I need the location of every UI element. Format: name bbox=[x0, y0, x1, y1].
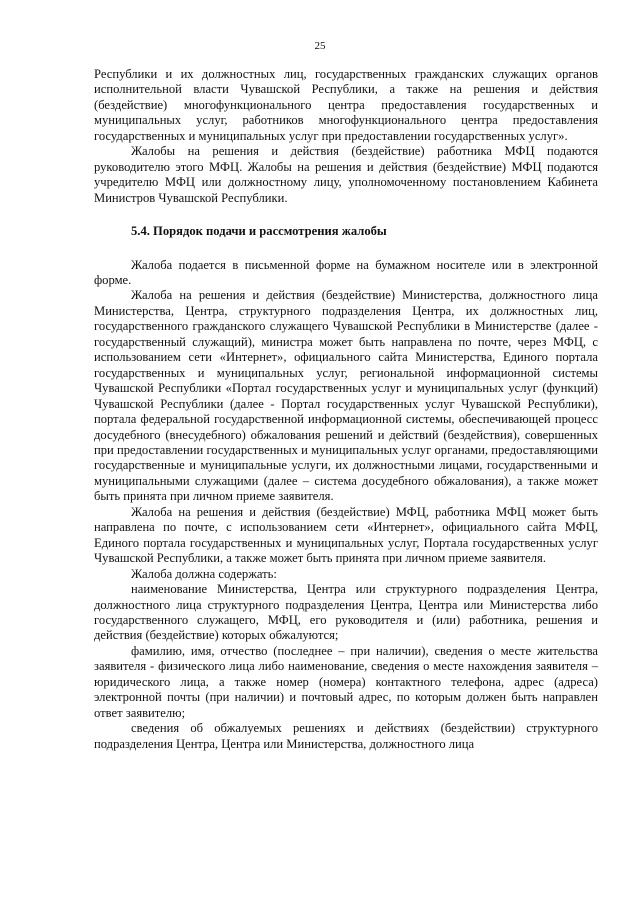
paragraph: Жалоба на решения и действия (бездействие) Министерства, должностного лица Министерства, Центра, структурного подразделения Центра, их должностных лиц, государственного гражданского служащего Чувашской Республики в Министерстве (далее - государственный служащий), министра может быть направлена по почте, через МФЦ, с использованием сети «Интернет», официального сайта Министерства, Единого портала государственных и муниципальных услуг, региональной информационной системы Чувашской Республики «Портал государственных услуг и муниципальных услуг (функций) Чувашской Республики (далее - Портал государственных услуг Чувашской Республики), портала федеральной государственной информационной системы, обеспечивающей процесс досудебного (внесудебного) обжалования решений и действий (бездействия), совершенных при предоставлении государственных и муниципальных услуг органами, предоставляющими государственные и муниципальные услуги, их должностными лицами, государственными и муниципальными служащими (далее – система досудебного обжалования), а также может быть принята при личном приеме заявителя. bbox=[94, 288, 598, 504]
paragraph: сведения об обжалуемых решениях и действиях (бездействии) структурного подразделения Центра, Центра или Министерства, должностного лица bbox=[94, 721, 598, 751]
section-heading: 5.4. Порядок подачи и рассмотрения жалобы bbox=[131, 224, 387, 239]
document-body bbox=[94, 67, 598, 752]
paragraph: Жалоба должна содержать: bbox=[131, 566, 277, 581]
paragraph: Жалобы на решения и действия (бездействие) работника МФЦ подаются руководителю этого МФЦ. Жалобы на решения и действия (бездействие) МФЦ подаются учредителю МФЦ или должностному лицу, уполномоченному постановлением Кабинета Министров Чувашской Республики. bbox=[94, 144, 598, 205]
paragraph: наименование Министерства, Центра или структурного подразделения Центра, должностного лица структурного подразделения Центра, Центра или Министерства либо государственного служащего, МФЦ, его руководителя и (или) работника, решения и действия (бездействие) которых обжалуются; bbox=[94, 582, 598, 643]
paragraph: Жалоба на решения и действия (бездействие) МФЦ, работника МФЦ может быть направлена по почте, с использованием сети «Интернет», официального сайта МФЦ, Единого портала государственных и муниципальных услуг, Портала государственных услуг Чувашской Республики, а также может быть принята при личном приеме заявителя. bbox=[94, 504, 598, 566]
page-number: 25 bbox=[314, 40, 326, 52]
paragraph: Жалоба подается в письменной форме на бумажном носителе или в электронной форме. bbox=[94, 257, 598, 287]
paragraph: Республики и их должностных лиц, государственных гражданских служащих органов исполнительной власти Чувашской Республики, а также на решения и действия (бездействие) многофункционального центра предоставления государственных и муниципальных услуг, работников многофункционального центра предоставления государственных и муниципальных услуг при предоставлении государственных услуг». bbox=[94, 67, 598, 143]
paragraph: фамилию, имя, отчество (последнее – при наличии), сведения о месте жительства заявителя - физического лица либо наименование, сведения о месте нахождения заявителя – юридического лица, а также номер (номера) контактного телефона, адрес (адреса) электронной почты (при наличии) и почтовый адрес, по которым должен быть направлен ответ заявителю; bbox=[94, 643, 598, 720]
